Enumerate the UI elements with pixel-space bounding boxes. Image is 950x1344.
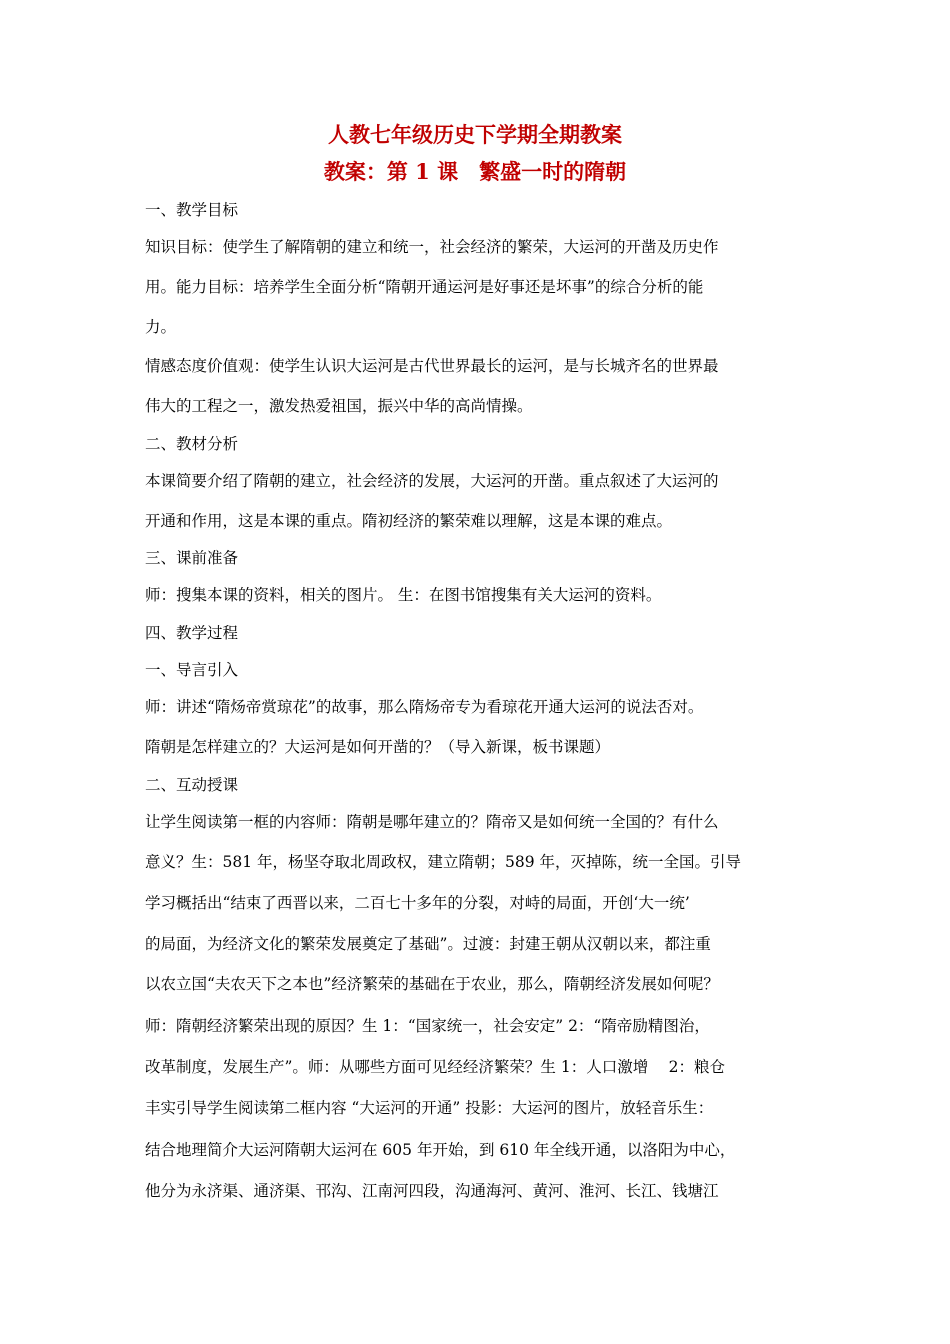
paragraph-line: 的局面，为经济文化的繁荣发展奠定了基础”。过渡：封建王朝从汉朝以来，都注重 (145, 935, 711, 953)
section-heading: 二、教材分析 (145, 435, 239, 453)
paragraph-line: 开通和作用，这是本课的重点。隋初经济的繁荣难以理解，这是本课的难点。 (145, 512, 673, 530)
paragraph-line: 本课简要介绍了隋朝的建立，社会经济的发展，大运河的开凿。重点叙述了大运河的 (145, 472, 719, 490)
document-title: 人教七年级历史下学期全期教案 (328, 122, 622, 147)
section-heading: 一、教学目标 (145, 201, 239, 219)
paragraph-line: 改革制度，发展生产”。师：从哪些方面可见经经济繁荣？生 1：人口激增 2：粮仓 (145, 1058, 726, 1076)
paragraph-line: 意义？生：581 年，杨坚夺取北周政权，建立隋朝；589 年，灭掉陈，统一全国。引导 (145, 853, 742, 871)
paragraph-line: 知识目标：使学生了解隋朝的建立和统一，社会经济的繁荣，大运河的开凿及历史作 (145, 238, 719, 256)
lesson-title: 教案：第 1 课 繁盛一时的隋朝 (323, 159, 627, 184)
paragraph-line: 情感态度价值观：使学生认识大运河是古代世界最长的运河，是与长城齐名的世界最 (145, 357, 719, 375)
paragraph-line: 隋朝是怎样建立的？大运河是如何开凿的？（导入新课，板书课题） (145, 738, 611, 756)
section-heading: 一、导言引入 (145, 661, 239, 679)
section-heading: 二、互动授课 (145, 776, 239, 794)
paragraph-line: 力。 (145, 318, 177, 336)
paragraph-line: 丰实引导学生阅读第二框内容 “大运河的开通” 投影：大运河的图片，放轻音乐生： (145, 1099, 714, 1117)
section-heading: 三、课前准备 (145, 549, 239, 567)
paragraph-line: 让学生阅读第一框的内容师：隋朝是哪年建立的？隋帝又是如何统一全国的？有什么 (145, 813, 719, 831)
paragraph-line: 师：讲述“隋炀帝赏琼花”的故事，那么隋炀帝专为看琼花开通大运河的说法否对。 (145, 698, 704, 716)
paragraph-line: 师：隋朝经济繁荣出现的原因？生 1：“国家统一，社会安定” 2：“隋帝励精图治， (145, 1017, 710, 1035)
paragraph-line: 师：搜集本课的资料，相关的图片。 生：在图书馆搜集有关大运河的资料。 (145, 586, 662, 604)
section-heading: 四、教学过程 (145, 624, 239, 642)
paragraph-line: 用。能力目标：培养学生全面分析“隋朝开通运河是好事还是坏事”的综合分析的能 (145, 278, 704, 296)
paragraph-line: 学习概括出“结束了西晋以来，二百七十多年的分裂，对峙的局面，开创‘大一统’ (145, 894, 690, 912)
paragraph-line: 他分为永济渠、通济渠、邗沟、江南河四段，沟通海河、黄河、淮河、长江、钱塘江 (145, 1182, 719, 1200)
paragraph-line: 结合地理简介大运河隋朝大运河在 605 年开始，到 610 年全线开通，以洛阳为中心， (145, 1141, 736, 1159)
paragraph-line: 伟大的工程之一，激发热爱祖国，振兴中华的高尚情操。 (145, 397, 533, 415)
paragraph-line: 以农立国“夫农天下之本也”经济繁荣的基础在于农业，那么，隋朝经济发展如何呢？ (145, 975, 719, 993)
